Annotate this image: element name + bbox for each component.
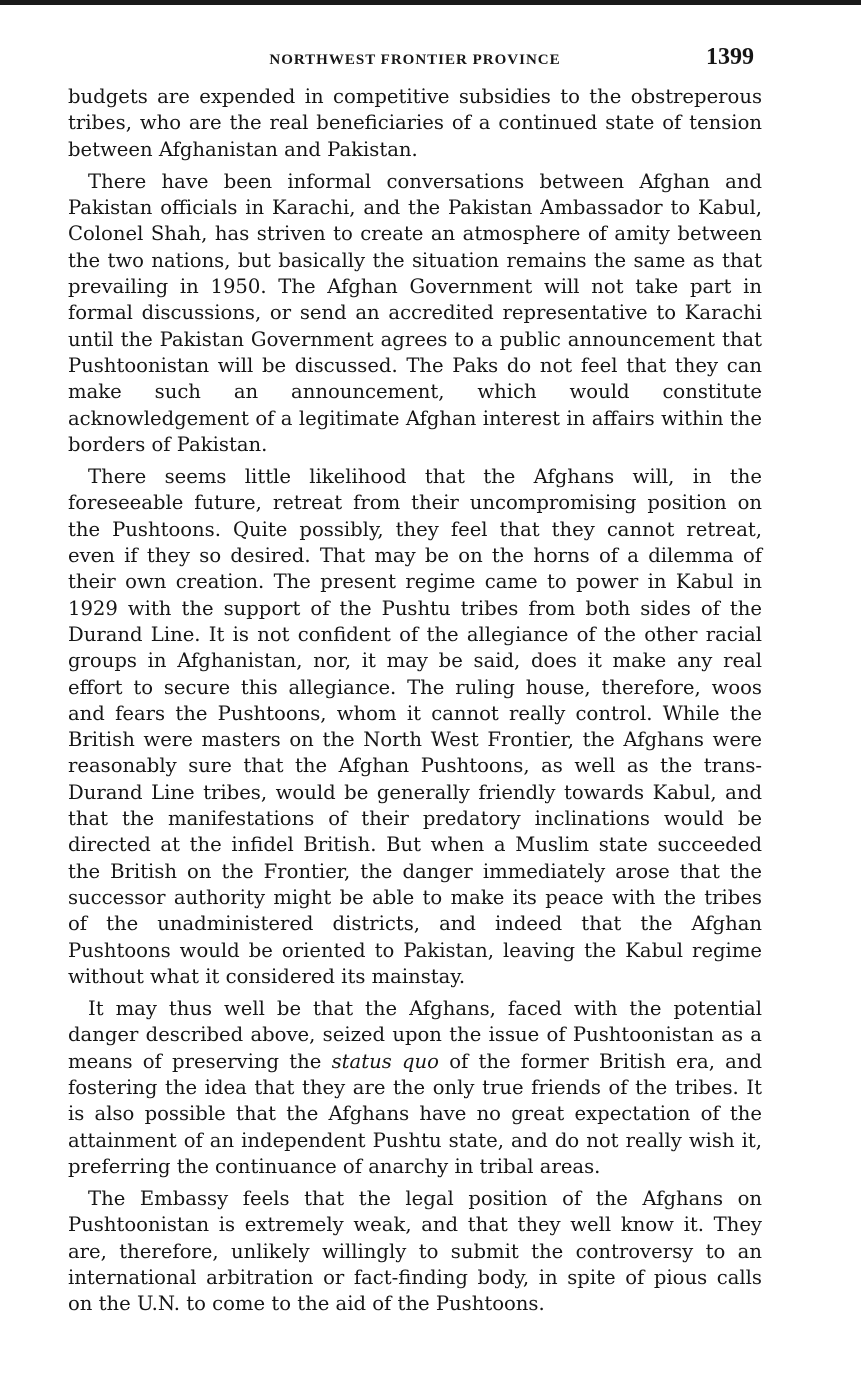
paragraph-informal-conversations: There have been informal conversations between Afghan and Pakistan officials in Karachi, and the Pakistan Ambassador to Kabul, Colonel Shah, has striven to create an atmosphere of amity between the two nations, but basically the situation remains the same as that prevailing in 1950. The Afghan Government will not take part in formal discussions, or send an accredited representative to Karachi until the Pakistan Government agrees to a public announcement that Pushtoonistan will be discussed. The Paks do not feel that they can make such an announcement, which would constitute acknowledgement of a legitimate Afghan interest in affairs within the borders of Pakistan. [68,169,762,456]
paragraph-little-likelihood: There seems little likelihood that the Afghans will, in the foreseeable future, retreat from their uncompromising position on the Pushtoons. Quite possibly, they feel that they cannot retreat, even if they so desired. That may be on the horns of a dilemma of their own creation. The present regime came to power in Kabul in 1929 with the support of the Pushtu tribes from both sides of the Durand Line. It is not confident of the allegiance of the other racial groups in Afghanistan, nor, it may be said, does it make any real effort to secure this allegiance. The ruling house, therefore, woos and fears the Pushtoons, whom it cannot really control. While the British were masters on the North West Frontier, the Afghans were reasonably sure that the Afghan Pushtoons, as well as the trans-Durand Line tribes, would be generally friendly towards Kabul, and that the manifestations of their predatory inclinations would be directed at the infidel British. But when a Muslim state succeeded the British on the Frontier, the danger immediately arose that the successor authority might be able to make its peace with the tribes of the unadministered districts, and indeed that the Afghan Pushtoons would be oriented to Pakistan, leaving the Kabul regime without what it considered its mainstay. [68,465,762,988]
document-page [68,44,762,1324]
page-number: 1399 [706,44,754,70]
running-title: NORTHWEST FRONTIER PROVINCE [269,52,561,68]
emphasis-status-quo: status quo [331,1049,439,1073]
paragraph-text-after: of the former British era, and fostering the idea that they are the only true friends of the tribes. It is also possible that the Afghans have no great expectation of the attainment of an independent Pushtu state, and do not really wish it, preferring the continuance of anarchy in tribal areas. [68,1049,762,1178]
paragraph-text-before: It may thus well be that the Afghans, faced with the potential danger described above, seized upon the issue of Pushtoonistan as a means of preserving the [68,997,762,1073]
body-text [68,84,762,1318]
paragraph-embassy-position: The Embassy feels that the legal position of the Afghans on Pushtoonistan is extremely weak, and that they well know it. They are, therefore, unlikely willingly to submit the controversy to an international arbitration or fact-finding body, in spite of pious calls on the U.N. to come to the aid of the Pushtoons. [68,1187,762,1316]
top-border-rule [0,0,861,5]
paragraph-continuation: budgets are expended in competitive subsidies to the obstreperous tribes, who are the real beneficiaries of a continued state of tension between Afghanistan and Pakistan. [68,85,762,161]
paragraph-status-quo [68,996,762,1180]
running-header [68,44,762,84]
